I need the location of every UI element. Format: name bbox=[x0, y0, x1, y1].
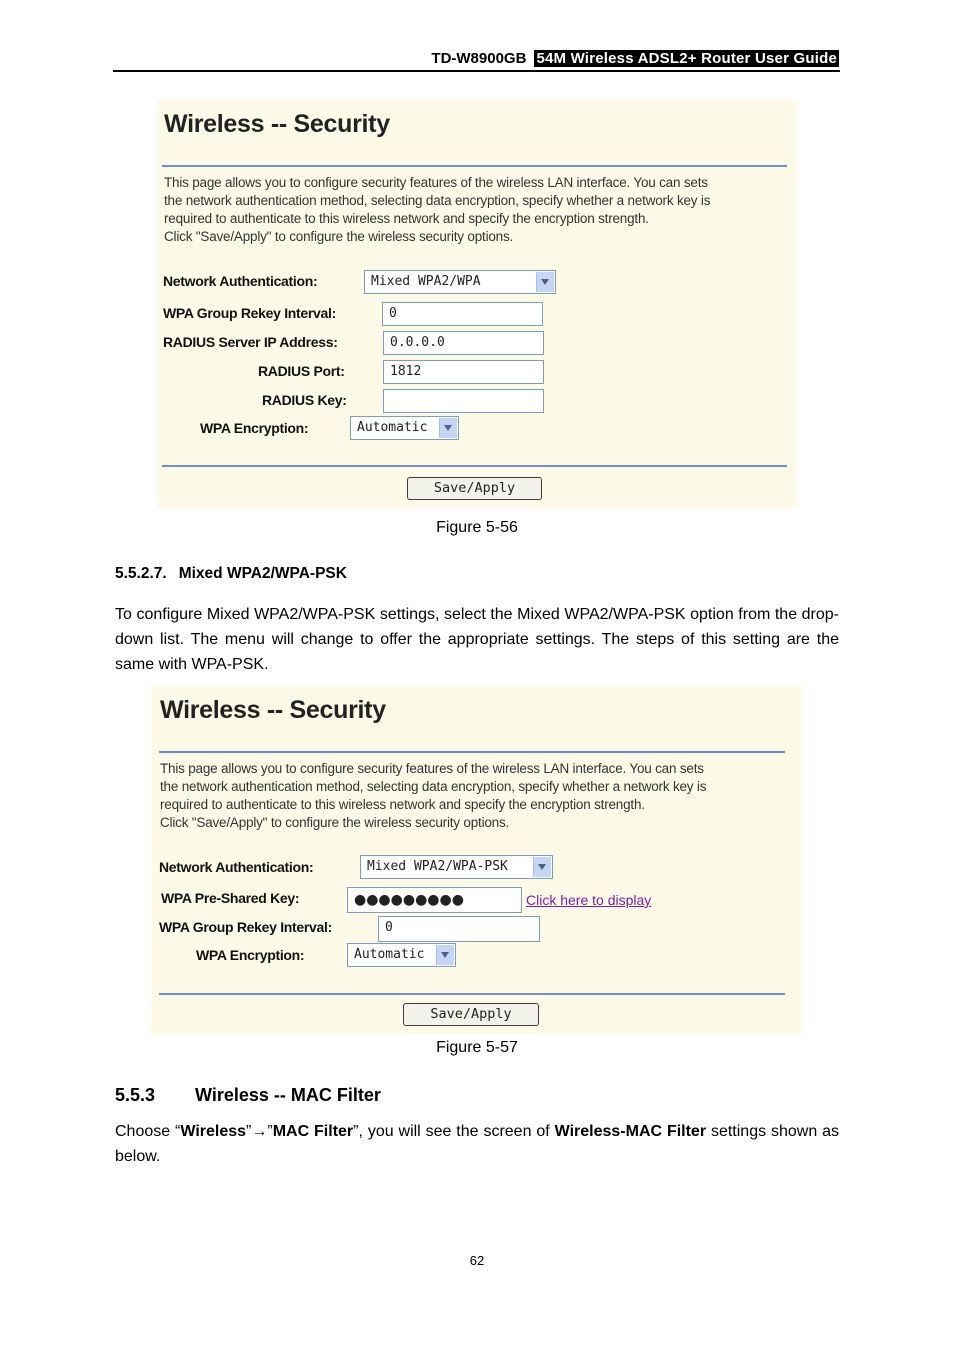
header-guide-title: 54M Wireless ADSL2+ Router User Guide bbox=[536, 50, 837, 67]
running-header bbox=[431, 50, 839, 67]
wpa-group-rekey-interval-input[interactable]: 0 bbox=[378, 916, 540, 942]
section-5527-paragraph: To configure Mixed WPA2/WPA-PSK settings, select the Mixed WPA2/WPA-PSK option from the drop-down list. The menu will change to offer the appropriate settings. The steps of this setting are the same with WPA-PSK. bbox=[115, 606, 839, 673]
wireless-security-panel-wpa-psk bbox=[151, 686, 802, 1034]
radius-server-ip-input[interactable]: 0.0.0.0 bbox=[383, 331, 544, 355]
wpa-group-rekey-interval-label: WPA Group Rekey Interval: bbox=[159, 919, 332, 935]
header-rule bbox=[113, 70, 840, 72]
section-heading-5527: 5.5.2.7. Mixed WPA2/WPA-PSK bbox=[115, 565, 347, 582]
chevron-down-icon bbox=[439, 418, 457, 438]
radius-key-input[interactable] bbox=[383, 389, 544, 413]
save-apply-button[interactable]: Save/Apply bbox=[407, 477, 542, 500]
radius-port-input[interactable]: 1812 bbox=[383, 360, 544, 384]
radius-key-label: RADIUS Key: bbox=[262, 392, 347, 408]
header-model: TD-W8900GB bbox=[431, 50, 527, 67]
network-authentication-select[interactable]: Mixed WPA2/WPA bbox=[364, 270, 556, 294]
network-authentication-label: Network Authentication: bbox=[163, 273, 318, 289]
click-here-to-display-link[interactable]: Click here to display bbox=[526, 892, 652, 908]
chevron-down-icon bbox=[533, 857, 551, 877]
wpa-group-rekey-interval-input[interactable]: 0 bbox=[382, 302, 543, 326]
panel-bottom-rule bbox=[162, 465, 787, 467]
wpa-pre-shared-key-input[interactable]: ●●●●●●●●● bbox=[347, 887, 522, 913]
wpa-group-rekey-interval-label: WPA Group Rekey Interval: bbox=[163, 305, 336, 321]
chevron-down-icon bbox=[536, 272, 554, 292]
figure-caption: Figure 5-57 bbox=[436, 1039, 518, 1056]
section-553-paragraph: Choose “Wireless”→”MAC Filter”, you will see the screen of Wireless-MAC Filter settings shown as below. bbox=[115, 1123, 840, 1165]
wpa-encryption-label: WPA Encryption: bbox=[196, 947, 305, 963]
section-heading-553: 5.5.3 Wireless -- MAC Filter bbox=[115, 1085, 381, 1105]
wpa-pre-shared-key-label: WPA Pre-Shared Key: bbox=[161, 890, 300, 906]
network-authentication-select[interactable]: Mixed WPA2/WPA-PSK bbox=[360, 855, 553, 879]
wpa-encryption-select[interactable]: Automatic bbox=[347, 943, 456, 967]
figure-caption: Figure 5-56 bbox=[436, 519, 518, 536]
panel-description: This page allows you to configure security features of the wireless LAN interface. You can sets the network authentication method, selecting data encryption, specify whether a network key is required to authenticate to this wireless network and specify the encryption strength. Click "Save/Apply" to configure the wireless security options. bbox=[164, 175, 711, 244]
wpa-encryption-select[interactable]: Automatic bbox=[350, 416, 459, 440]
radius-server-ip-label: RADIUS Server IP Address: bbox=[163, 334, 338, 350]
wireless-security-panel-wpa bbox=[157, 100, 797, 508]
panel-top-rule bbox=[159, 751, 785, 753]
network-authentication-label: Network Authentication: bbox=[159, 859, 314, 875]
panel-bottom-rule bbox=[159, 993, 785, 995]
page-number: 62 bbox=[469, 1253, 485, 1268]
wpa-encryption-label: WPA Encryption: bbox=[200, 420, 309, 436]
radius-port-label: RADIUS Port: bbox=[258, 363, 345, 379]
chevron-down-icon bbox=[436, 945, 454, 965]
save-apply-button[interactable]: Save/Apply bbox=[403, 1003, 539, 1026]
panel-description: This page allows you to configure security features of the wireless LAN interface. You can sets the network authentication method, selecting data encryption, specify whether a network key is required to authenticate to this wireless network and specify the encryption strength. Click "Save/Apply" to configure the wireless security options. bbox=[160, 761, 707, 830]
panel-title: Wireless -- Security bbox=[164, 110, 390, 138]
panel-top-rule bbox=[162, 165, 787, 167]
panel-title: Wireless -- Security bbox=[160, 696, 386, 724]
